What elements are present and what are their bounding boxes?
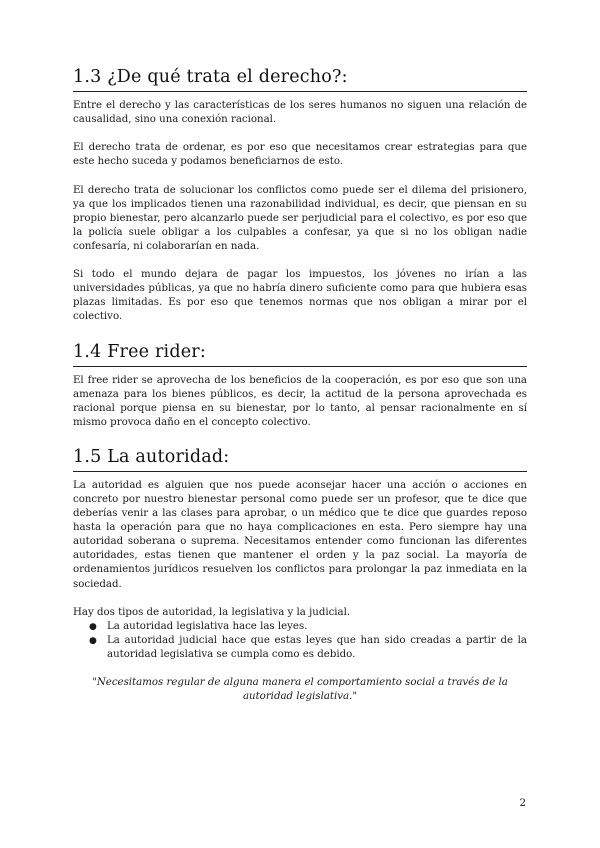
document-page (73, 66, 527, 704)
list-item (89, 620, 527, 634)
paragraph: Si todo el mundo dejara de pagar los impuestos, los jóvenes no irían a las universidades públicas, ya que no habría dinero suficiente como para que hubiera esas plazas limitadas. Es por eso que tenemos normas que nos obligan a mirar por el colectivo. (73, 269, 527, 323)
bullet-icon: ● (89, 621, 97, 632)
list-item-text: La autoridad judicial hace que estas leyes que han sido creadas a partir de la autoridad legislativa se cumpla como es debido. (107, 634, 527, 660)
paragraph: El derecho trata de ordenar, es por eso que necesitamos crear estrategias para que este hecho suceda y podamos beneficiarnos de esto. (73, 142, 527, 168)
page-number: 2 (519, 797, 526, 809)
bullet-icon: ● (89, 635, 97, 646)
list-item-text: La autoridad legislativa hace las leyes. (107, 620, 308, 632)
section-heading-1-3: 1.3 ¿De qué trata el derecho?: (73, 66, 527, 92)
paragraph: El free rider se aprovecha de los beneficios de la cooperación, es por eso que son una amenaza para los bienes públicos, es decir, la actitud de la persona aprovechada es racional porque piensa en su bienestar, por lo tanto, al pensar racionalmente en sí mismo provoca daño en el concepto colectivo. (73, 374, 527, 428)
paragraph: Entre el derecho y las características de los seres humanos no siguen una relación de causalidad, sino una conexión racional. (73, 100, 527, 126)
bullet-list (73, 620, 527, 662)
list-item (89, 634, 527, 662)
section-heading-1-5: 1.5 La autoridad: (73, 446, 527, 472)
paragraph: La autoridad es alguien que nos puede aconsejar hacer una acción o acciones en concreto por nuestro bienestar personal como puede ser un profesor, que te dice que deberías venir a las clases para aprobar, o un médico que te dice que guardes reposo hasta la operación para que no haya complicaciones en esta. Pero siempre hay una autoridad soberana o suprema. Necesitamos entender como funcionan las diferentes autoridades, estas tienen que mantener el orden y la paz social. La mayoría de ordenamientos jurídicos resuelven los conflictos para prolongar la paz inmediata en la sociedad. (73, 479, 527, 590)
section-heading-1-4: 1.4 Free rider: (73, 341, 527, 367)
paragraph: El derecho trata de solucionar los conflictos como puede ser el dilema del prisionero, ya que los implicados tienen una razonabilidad individual, es decir, que piensan en su propio bienestar, pero alcanzarlo puede ser perjudicial para el colectivo, es por eso que la policía suele obligar a los culpables a confesar, ya que si no los obligan nadie confesaría, ni colaborarían en nada. (73, 184, 527, 252)
list-intro: Hay dos tipos de autoridad, la legislativa y la judicial. (73, 606, 351, 618)
closing-quote: "Necesitamos regular de alguna manera el comportamiento social a través de la autoridad legislativa." (92, 677, 508, 703)
